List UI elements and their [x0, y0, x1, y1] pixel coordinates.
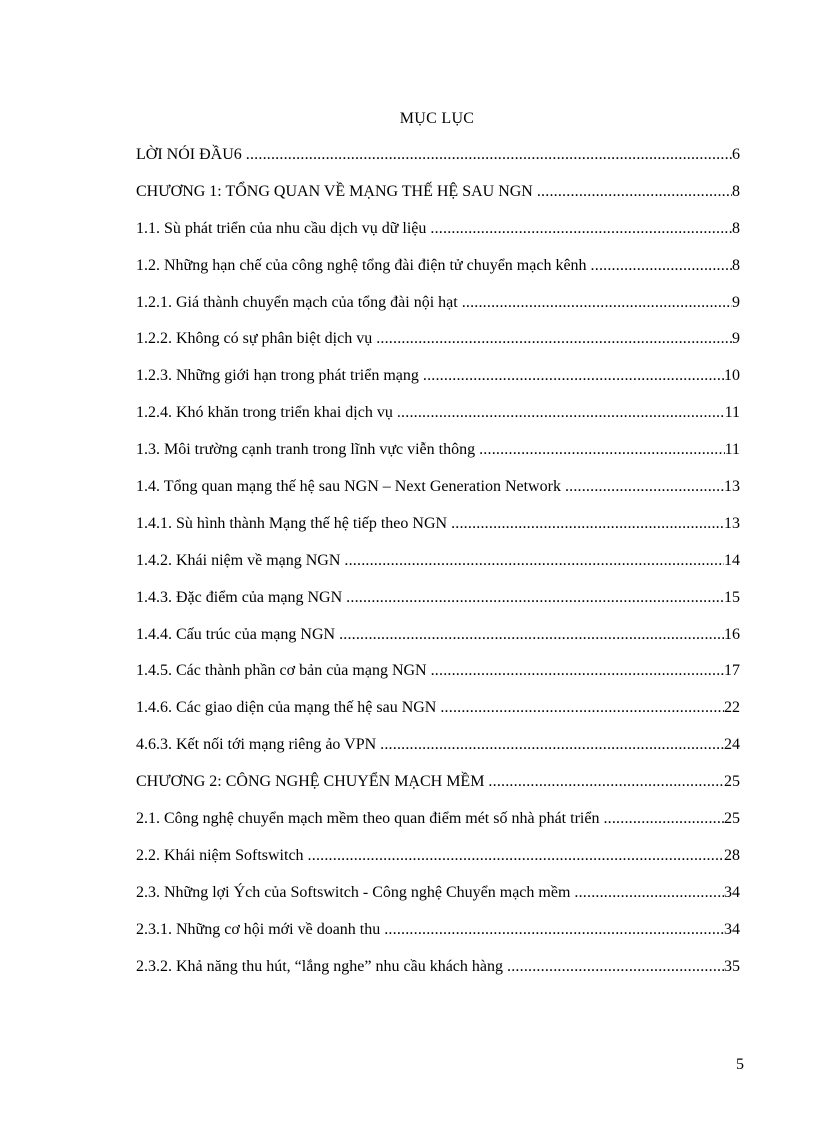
dot-leader	[339, 624, 724, 646]
toc-entry-text: 2.3.1. Những cơ hội mới về doanh thu	[136, 920, 381, 938]
toc-entry-page: 13	[724, 478, 740, 496]
toc-entry-text: 1.4.3. Đặc điểm của mạng NGN	[136, 588, 343, 606]
toc-entry[interactable]	[136, 218, 740, 255]
toc-entry-text: 4.6.3. Kết nối tới mạng riêng ảo VPN	[136, 736, 377, 754]
toc-entry-page: 8	[732, 219, 740, 237]
toc-entry[interactable]	[136, 365, 740, 402]
toc-entry-text: 2.2. Khái niệm Softswitch	[136, 846, 304, 864]
toc-entry-text: 1.2.3. Những giới hạn trong phát triển mạng	[136, 367, 419, 385]
toc-entry-page: 25	[724, 810, 740, 828]
table-of-contents	[136, 144, 740, 992]
toc-entry-page: 9	[732, 330, 740, 348]
toc-entry-page: 14	[724, 551, 740, 569]
toc-entry[interactable]	[136, 808, 740, 845]
dot-leader	[488, 771, 724, 793]
toc-entry[interactable]	[136, 734, 740, 771]
toc-entry-page: 34	[724, 920, 740, 938]
toc-entry[interactable]	[136, 513, 740, 550]
toc-entry-page: 13	[724, 514, 740, 532]
dot-leader	[603, 808, 724, 830]
toc-entry[interactable]	[136, 255, 740, 292]
toc-entry[interactable]	[136, 660, 740, 697]
toc-entry-page: 22	[724, 699, 740, 717]
toc-entry-text: 2.3.2. Khả năng thu hút, “lắng nghe” nhu cầu khách hàng	[136, 957, 504, 975]
toc-entry-text: 1.1. Sù phát triển của nhu cầu dịch vụ dữ liệu	[136, 219, 427, 237]
toc-entry[interactable]	[136, 476, 740, 513]
dot-leader	[376, 328, 732, 350]
toc-entry[interactable]	[136, 402, 740, 439]
dot-leader	[440, 697, 724, 719]
toc-entry-text: CHƯƠNG 1: TỔNG QUAN VỀ MẠNG THẾ HỆ SAU NGN	[136, 182, 533, 200]
dot-leader	[423, 365, 724, 387]
dot-leader	[574, 882, 724, 904]
toc-entry-page: 9	[732, 293, 740, 311]
toc-entry-text: 1.4.5. Các thành phần cơ bản của mạng NGN	[136, 662, 427, 680]
toc-entry[interactable]	[136, 587, 740, 624]
dot-leader	[384, 919, 724, 941]
dot-leader	[397, 402, 725, 424]
toc-entry-page: 25	[724, 773, 740, 791]
toc-entry[interactable]	[136, 882, 740, 919]
toc-entry-page: 8	[732, 182, 740, 200]
toc-entry-text: CHƯƠNG 2: CÔNG NGHỆ CHUYỂN MẠCH MỀM	[136, 773, 485, 791]
toc-entry-text: 1.2.2. Không có sự phân biệt dịch vụ	[136, 330, 373, 348]
toc-entry-text: 1.4.6. Các giao diện của mạng thế hệ sau NGN	[136, 699, 437, 717]
dot-leader	[451, 513, 724, 535]
toc-entry-text: 2.3. Những lợi Ých của Softswitch - Công nghệ Chuyển mạch mềm	[136, 883, 571, 901]
toc-entry[interactable]	[136, 771, 740, 808]
toc-entry[interactable]	[136, 845, 740, 882]
toc-title: MỤC LỤC	[399, 110, 475, 127]
dot-leader	[565, 476, 724, 498]
dot-leader	[346, 587, 724, 609]
toc-entry[interactable]	[136, 550, 740, 587]
dot-leader	[507, 956, 724, 978]
dot-leader	[537, 181, 732, 203]
toc-entry-page: 8	[732, 256, 740, 274]
toc-entry-page: 35	[724, 957, 740, 975]
toc-entry-text: LỜI NÓI ĐẦU6	[136, 146, 242, 163]
toc-entry-text: 1.3. Môi trường cạnh tranh trong lĩnh vực viễn thông	[136, 441, 476, 459]
toc-entry-text: 1.4.4. Cấu trúc của mạng NGN	[136, 625, 336, 643]
toc-entry-text: 1.4.1. Sù hình thành Mạng thế hệ tiếp theo NGN	[136, 514, 448, 532]
toc-entry[interactable]	[136, 144, 740, 181]
dot-leader	[344, 550, 724, 572]
toc-entry-page: 10	[724, 367, 740, 385]
toc-entry[interactable]	[136, 292, 740, 329]
dot-leader	[591, 255, 732, 277]
dot-leader	[479, 439, 725, 461]
dot-leader	[308, 845, 724, 867]
toc-entry-page: 6	[732, 146, 740, 163]
toc-entry-page: 11	[724, 404, 740, 422]
toc-entry-page: 15	[724, 588, 740, 606]
dot-leader	[431, 660, 724, 682]
toc-entry[interactable]	[136, 439, 740, 476]
toc-entry-text: 1.2. Những hạn chế của công nghệ tổng đài điện tử chuyển mạch kênh	[136, 256, 587, 274]
toc-entry-text: 2.1. Công nghệ chuyển mạch mềm theo quan điểm mét số nhà phát triển	[136, 810, 600, 828]
page-number: 5	[736, 1056, 744, 1073]
toc-entry-page: 17	[724, 662, 740, 680]
toc-entry-page: 24	[724, 736, 740, 754]
toc-entry-text: 1.4. Tổng quan mạng thế hệ sau NGN – Next Generation Network	[136, 478, 561, 496]
toc-entry[interactable]	[136, 919, 740, 956]
toc-entry-text: 1.2.1. Giá thành chuyển mạch của tổng đài nội hạt	[136, 293, 458, 311]
dot-leader	[430, 218, 732, 240]
toc-entry[interactable]	[136, 624, 740, 661]
toc-entry[interactable]	[136, 956, 740, 993]
toc-entry-page: 34	[724, 883, 740, 901]
toc-entry[interactable]	[136, 328, 740, 365]
dot-leader	[246, 144, 732, 166]
dot-leader	[462, 292, 732, 314]
toc-entry-page: 11	[724, 441, 740, 459]
toc-entry-page: 16	[724, 625, 740, 643]
toc-entry[interactable]	[136, 181, 740, 218]
toc-entry[interactable]	[136, 697, 740, 734]
toc-entry-text: 1.2.4. Khó khăn trong triển khai dịch vụ	[136, 404, 393, 422]
toc-entry-text: 1.4.2. Khái niệm về mạng NGN	[136, 551, 341, 569]
toc-entry-page: 28	[724, 846, 740, 864]
dot-leader	[380, 734, 724, 756]
